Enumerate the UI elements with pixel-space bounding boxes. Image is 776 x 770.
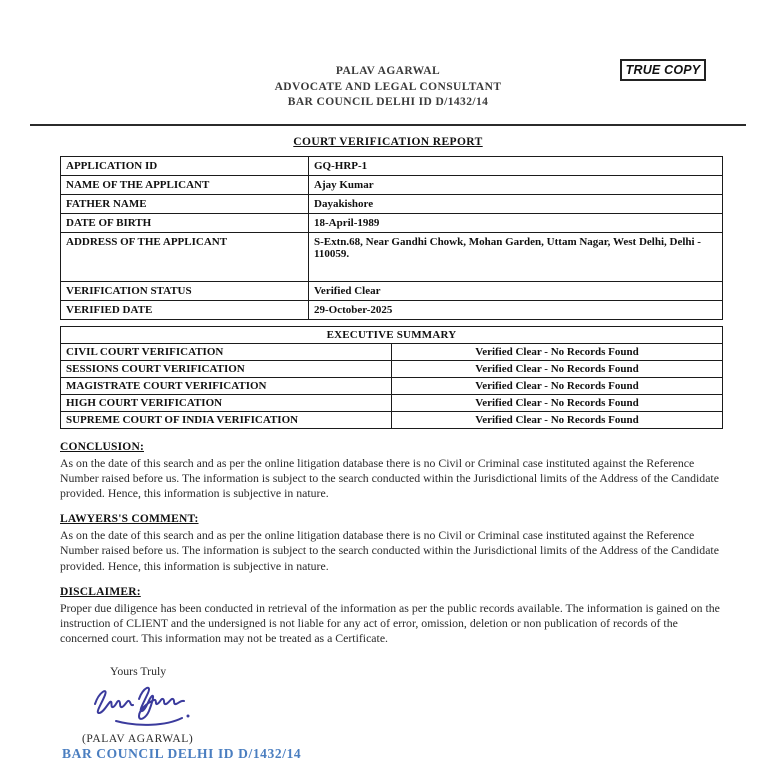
table-row: [61, 411, 723, 428]
letterhead: [0, 0, 776, 111]
row-label: HIGH COURT VERIFICATION: [61, 394, 392, 411]
row-value: 29-October-2025: [309, 300, 723, 319]
row-label: NAME OF THE APPLICANT: [61, 175, 309, 194]
table-row: [61, 232, 723, 281]
conclusion-heading: CONCLUSION:: [60, 440, 144, 453]
true-copy-stamp-label: TRUE COPY: [625, 63, 701, 77]
applicant-details-table: [60, 156, 723, 320]
closing-salutation: Yours Truly: [110, 664, 167, 679]
row-value: Verified Clear - No Records Found: [392, 377, 723, 394]
row-label: APPLICATION ID: [61, 156, 309, 175]
table-row: [61, 156, 723, 175]
disclaimer-body: Proper due diligence has been conducted in retrieval of the information as per the public records available. The information is gained on the instruction of CLIENT and the undersigned is not liable for any act of error, omission, deletion or non publication of records of the concerned court. This information may not be treated as a Certificate.: [60, 600, 720, 646]
row-label: MAGISTRATE COURT VERIFICATION: [61, 377, 392, 394]
row-label: CIVIL COURT VERIFICATION: [61, 343, 392, 360]
signature-image: [86, 683, 204, 729]
disclaimer-section: [60, 586, 720, 647]
conclusion-body: As on the date of this search and as per the online litigation database there is no Civil or Criminal case instituted against the Reference Number raised before us. The information is subject to the search conducted within the Jurisdictional limits of the Address of the Candidate provided. Hence, this information is subjective in nature.: [60, 455, 719, 500]
row-label: VERIFICATION STATUS: [61, 281, 309, 300]
row-label: SESSIONS COURT VERIFICATION: [61, 360, 392, 377]
table-row: [61, 300, 723, 319]
lawyers-comment-section: [60, 513, 720, 574]
table-row: [61, 175, 723, 194]
row-value: Verified Clear: [309, 281, 723, 300]
executive-summary-table: [60, 326, 723, 429]
row-value: Verified Clear - No Records Found: [392, 411, 723, 428]
row-label: FATHER NAME: [61, 194, 309, 213]
table-row: [61, 281, 723, 300]
lawyers-comment-body: As on the date of this search and as per the online litigation database there is no Civil or Criminal case instituted against the Reference Number raised before us. The information is subject to the search conducted within the Jurisdictional limits of the Address of the Candidate provided. Hence, this information is subjective in nature.: [60, 528, 719, 573]
row-value: Verified Clear - No Records Found: [392, 360, 723, 377]
signatory-name: (PALAV AGARWAL): [82, 733, 194, 746]
row-label: SUPREME COURT OF INDIA VERIFICATION: [61, 411, 392, 428]
true-copy-stamp: [620, 59, 706, 81]
disclaimer-heading: DISCLAIMER:: [60, 585, 141, 598]
table-row: [61, 360, 723, 377]
lawyers-comment-heading: LAWYERS'S COMMENT:: [60, 513, 199, 526]
summary-header: EXECUTIVE SUMMARY: [61, 326, 723, 343]
row-value: Verified Clear - No Records Found: [392, 343, 723, 360]
table-row: [61, 194, 723, 213]
row-value: Ajay Kumar: [309, 175, 723, 194]
advocate-name: PALAV AGARWAL: [335, 65, 441, 77]
signatory-bar-id: BAR COUNCIL DELHI ID D/1432/14: [62, 746, 302, 762]
row-value: 18-April-1989: [309, 213, 723, 232]
header-divider: [30, 124, 746, 126]
table-row: [61, 213, 723, 232]
row-label: VERIFIED DATE: [61, 300, 309, 319]
table-row: [61, 394, 723, 411]
report-title: COURT VERIFICATION REPORT: [293, 135, 483, 148]
row-label: ADDRESS OF THE APPLICANT: [61, 232, 309, 281]
row-value: S-Extn.68, Near Gandhi Chowk, Mohan Garden, Uttam Nagar, West Delhi, Delhi - 110059.: [309, 232, 723, 281]
row-value: Verified Clear - No Records Found: [392, 394, 723, 411]
summary-header-row: [61, 326, 723, 343]
table-row: [61, 343, 723, 360]
row-value: Dayakishore: [309, 194, 723, 213]
advocate-title: ADVOCATE AND LEGAL CONSULTANT: [274, 80, 502, 93]
row-value: GQ-HRP-1: [309, 156, 723, 175]
advocate-bar-id: BAR COUNCIL DELHI ID D/1432/14: [287, 96, 489, 108]
row-label: DATE OF BIRTH: [61, 213, 309, 232]
conclusion-section: [60, 441, 720, 502]
table-row: [61, 377, 723, 394]
